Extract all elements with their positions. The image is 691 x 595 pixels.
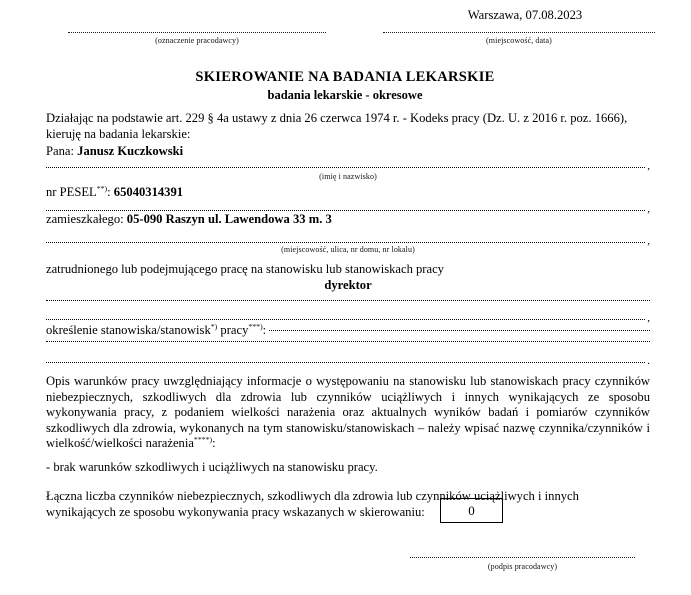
- employer-signature-rule-wrap: [410, 557, 635, 558]
- pesel-footnote-mark: **): [96, 183, 108, 193]
- position-footnote-mark-2: ***): [248, 321, 263, 331]
- page-subtitle: badania lekarskie - okresowe: [267, 88, 423, 102]
- address-value[interactable]: 05-090 Raszyn ul. Lawendowa 33 m. 3: [126, 212, 332, 226]
- person-name-dotted-rule: [46, 167, 645, 168]
- summary-line-1: Łączna liczba czynników niebezpiecznych, szkodliwych dla zdrowia lub czynników uciążliwych i innych: [46, 489, 579, 503]
- position-definition-label: określenie stanowiska/stanowisk*) pracy***):: [46, 321, 267, 337]
- working-conditions-text: Opis warunków pracy uwzględniający informacje o występowaniu na stanowisku lub stanowiskach pracy czynników niebezpiecznych, szkodliwych dla zdrowia lub czynników uciążliwych i innych wynikających ze sposobu wykonywania pracy, z podaniem wielkości narażenia oraz aktualnych wyników badań i pomiarów czynników szkodliwych dla zdrowia, wykonanych na tym stanowisku/stanowiskach – należy wpisać nazwę czynnika/czynników i wielkość/wielkości narażenia: [46, 374, 650, 450]
- pesel-label: nr PESEL: [46, 185, 97, 199]
- pesel-dotted-rule: [46, 210, 645, 211]
- page-title: SKIEROWANIE NA BADANIA LEKARSKIE: [195, 69, 495, 85]
- address-caption: (miejscowość, ulica, nr domu, nr lokalu): [281, 245, 415, 254]
- employer-signature-dotted-rule: [410, 557, 635, 558]
- working-conditions-answer[interactable]: - brak warunków szkodliwych i uciążliwych na stanowisku pracy.: [46, 460, 378, 474]
- position-intro-text: zatrudnionego lub podejmującego pracę na stanowisku lub stanowiskach pracy: [46, 262, 444, 276]
- line-tail-period: .: [647, 355, 650, 367]
- pesel-dotted-line: [46, 203, 650, 215]
- place-date-caption: (miejscowość, data): [486, 36, 552, 45]
- pesel-row: [46, 185, 650, 201]
- employer-dotted-rule: [68, 32, 326, 33]
- signature-caption: (podpis pracodawcy): [487, 562, 558, 571]
- position-dotted-rule-1: [46, 300, 650, 301]
- address-dotted-rule: [46, 242, 645, 243]
- employer-signature-line: [68, 32, 326, 33]
- place-and-date-value: Warszawa, 07.08.2023: [467, 8, 583, 22]
- person-name-caption: (imię i nazwisko): [319, 172, 377, 181]
- position-definition-dotted-line-2: [46, 341, 650, 342]
- salutation-label: Pana:: [46, 144, 74, 158]
- pesel-value[interactable]: 65040314391: [113, 185, 184, 199]
- position-value[interactable]: dyrektor: [324, 278, 372, 292]
- position-definition-dotted-line-3: [46, 355, 650, 367]
- person-name-dotted-line: [46, 160, 650, 172]
- working-conditions-paragraph: [46, 374, 650, 452]
- working-conditions-footnote-mark: ****): [193, 434, 213, 444]
- position-definition-row: [46, 323, 650, 339]
- address-label: zamieszkałego:: [46, 212, 124, 226]
- line-tail-comma: ,: [647, 312, 650, 324]
- position-definition-rule-2: [46, 341, 650, 342]
- line-tail-comma: ,: [647, 160, 650, 172]
- place-date-dotted-rule: [383, 32, 655, 33]
- factors-count-box[interactable]: [440, 498, 503, 523]
- position-footnote-mark-1: *): [210, 321, 218, 331]
- person-name-row: [46, 144, 650, 160]
- address-dotted-line: [46, 235, 650, 247]
- place-date-line: [383, 32, 655, 33]
- position-definition-dotted-rule: [269, 330, 650, 331]
- position-dotted-line-2: [46, 312, 650, 324]
- factors-count-value: 0: [468, 502, 475, 518]
- line-tail-comma: ,: [647, 203, 650, 215]
- position-dotted-line-1: [46, 300, 650, 301]
- employer-caption: (oznaczenie pracodawcy): [155, 36, 239, 45]
- position-dotted-rule-2: [46, 319, 645, 320]
- legal-basis-line-1: Działając na podstawie art. 229 § 4a ustawy z dnia 26 czerwca 1974 r. - Kodeks pracy (Dz. U. z 2016 r. poz. 1666),: [46, 111, 628, 125]
- legal-basis-line-2: kieruję na badania lekarskie:: [46, 127, 191, 141]
- line-tail-comma: ,: [647, 235, 650, 247]
- summary-line-2: wynikających ze sposobu wykonywania pracy wskazanych w skierowaniu:: [46, 505, 425, 519]
- working-conditions-colon: :: [212, 436, 216, 450]
- position-definition-rule-3: [46, 362, 645, 363]
- address-row: [46, 212, 650, 228]
- person-name-value[interactable]: Janusz Kuczkowski: [77, 144, 184, 158]
- pesel-colon: :: [107, 185, 111, 199]
